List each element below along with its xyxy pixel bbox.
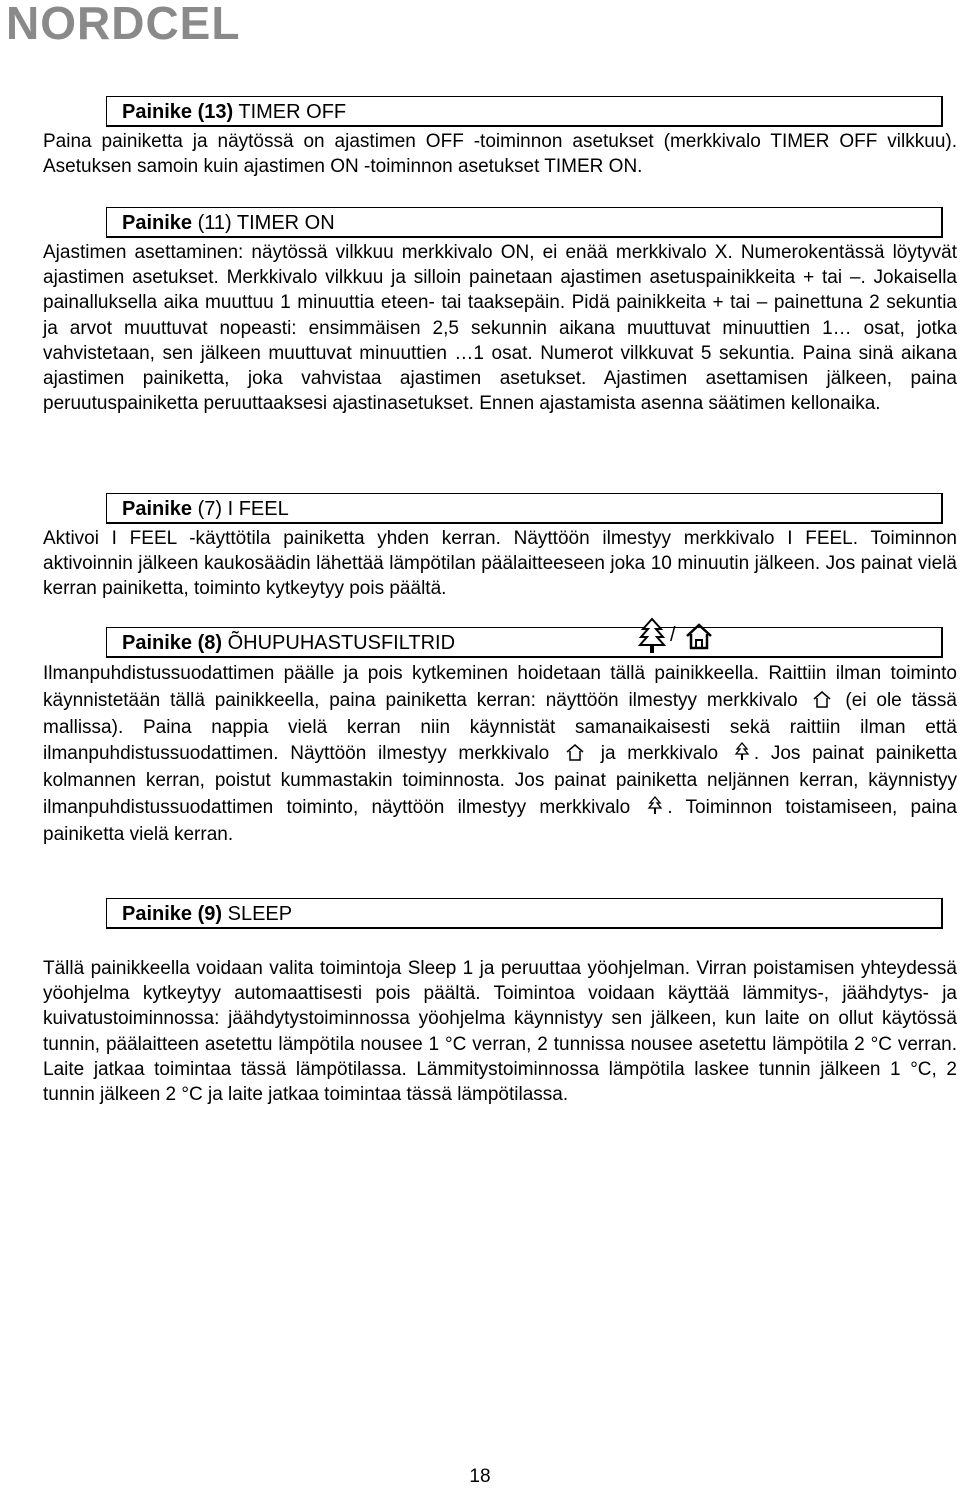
tree-icon bbox=[637, 617, 667, 655]
paragraph-timer-off bbox=[43, 129, 957, 179]
house-icon bbox=[684, 621, 714, 651]
page-number: 18 bbox=[469, 1466, 491, 1487]
paragraph-timer-on-text: Ajastimen asettaminen: näytössä vilkkuu merkkivalo ON, ei enää merkkivalo X. Numerokentässä löytyvät ajastimen asetukset. Merkkivalo vilkkuu ja silloin painetaan ajastimen asetuspainikkeita + tai –. Jokaisella painalluksella aika muuttuu 1 minuuttia eteen- tai taaksepäin. Pidä painikkeita + tai – painettuna 2 sekuntia ja arvot muuttuvat nopeasti: ensimmäisen 2,5 sekunnin aikana muuttuvat minuuttien 1… osat, jotka vahvistetaan, sen jälkeen muuttuvat minuuttien …1 osat. Numerot vilkkuvat 5 sekuntia. Paina sinä aikana ajastimen painiketta, joka vahvistaa ajastimen asetukset. Ajastimen asettamisen jälkeen, paina peruutuspainiketta peruuttaaksesi ajastinasetukset. Ennen ajastamista asenna säätimen kellonaika. bbox=[43, 242, 957, 415]
heading-timer-on-rest: (11) TIMER ON bbox=[192, 212, 335, 234]
heading-timer-off-rest: TIMER OFF bbox=[233, 101, 347, 123]
heading-timer-off bbox=[106, 96, 943, 127]
paragraph-timer-off-text: Paina painiketta ja näytössä on ajastimen OFF -toiminnon asetukset (merkkivalo TIMER OFF vilkkuu). Asetuksen samoin kuin ajastimen ON -toiminnon asetukset TIMER ON. bbox=[43, 131, 957, 178]
heading-filter-slash: / bbox=[670, 624, 676, 646]
brand-logo: NORDCEL bbox=[6, 0, 241, 49]
paragraph-filter bbox=[43, 661, 957, 849]
paragraph-i-feel-text: Aktivoi I FEEL -käyttötila painiketta yhden kerran. Näyttöön ilmestyy merkkivalo I FEEL. Toiminnon aktivoinnin jälkeen kaukosäädin lähettää lämpötilan päälaitteeseen joka 10 minuutin jälkeen. Jos painat vielä kerran painiketta, toiminto kytkeytyy pois päältä. bbox=[43, 528, 957, 600]
heading-filter bbox=[106, 627, 943, 658]
heading-i-feel bbox=[106, 493, 943, 524]
paragraph-filter-text-4: . Jos painat painiketta kolmannen kerran, poistut kummastakin toiminnosta. Jos painat painiketta neljännen kerran, käynnistyy ilmanpuhdistussuodattimen toiminto, näyttöön ilmestyy merkkivalo bbox=[43, 743, 957, 818]
paragraph-sleep-text: Tällä painikkeella voidaan valita toimintoja Sleep 1 ja peruuttaa yöohjelman. Virran poistamisen yhteydessä yöohjelma kytkeytyy automaattisesti pois päältä. Toimintoa voidaan käyttää lämmitys-, jäähdytys- ja kuivatustoiminnossa: jäähdytystoiminnossa yöohjelma käynnistyy sen jälkeen, kun laite on ollut käytössä tunnin, päälaitteen asetettu lämpötila nousee 1 °C verran, 2 tunnissa nousee asetettu lämpötila 2 °C verran. Laite jatkaa toimintaa tässä lämpötilassa. Lämmitystoiminnossa lämpötila laskee tunnin jälkeen 1 °C, 2 tunnin jälkeen 2 °C ja laite jatkaa toimintaa tässä lämpötilassa. bbox=[43, 958, 957, 1106]
paragraph-filter-text-1: Ilmanpuhdistussuodattimen päälle ja pois kytkeminen hoidetaan tällä painikkeella. Raittiin ilman toiminto käynnistetään tällä painikkeella, paina painiketta kerran: näyttöön ilmestyy merkkivalo bbox=[43, 663, 957, 711]
house-icon bbox=[565, 742, 585, 762]
paragraph-filter-text-3: ja merkkivalo bbox=[600, 743, 719, 765]
heading-timer-off-bold: Painike (13) bbox=[122, 101, 234, 123]
heading-i-feel-rest: (7) I FEEL bbox=[192, 498, 289, 520]
heading-sleep bbox=[106, 898, 943, 929]
heading-sleep-bold: Painike (9) bbox=[122, 903, 223, 925]
heading-filter-rest: ÕHUPUHASTUSFILTRID bbox=[222, 632, 456, 654]
house-icon bbox=[812, 689, 832, 709]
heading-timer-on bbox=[106, 207, 943, 238]
paragraph-i-feel bbox=[43, 526, 957, 602]
heading-timer-on-bold: Painike bbox=[122, 212, 193, 234]
heading-sleep-rest: SLEEP bbox=[222, 903, 293, 925]
tree-icon bbox=[734, 742, 750, 762]
paragraph-filter-text-2: (ei ole tässä mallissa). Paina nappia vielä kerran niin käynnistät samanaikaisesti sekä raittiin ilman että ilmanpuhdistussuodattimen. Näyttöön ilmestyy merkkivalo bbox=[43, 689, 957, 765]
paragraph-sleep bbox=[43, 956, 957, 1107]
paragraph-timer-on bbox=[43, 240, 957, 416]
tree-icon bbox=[647, 796, 663, 816]
heading-i-feel-bold: Painike bbox=[122, 498, 193, 520]
heading-filter-bold: Painike (8) bbox=[122, 632, 223, 654]
paragraph-filter-text-5: . Toiminnon toistamiseen, paina painiketta vielä kerran. bbox=[43, 796, 957, 845]
